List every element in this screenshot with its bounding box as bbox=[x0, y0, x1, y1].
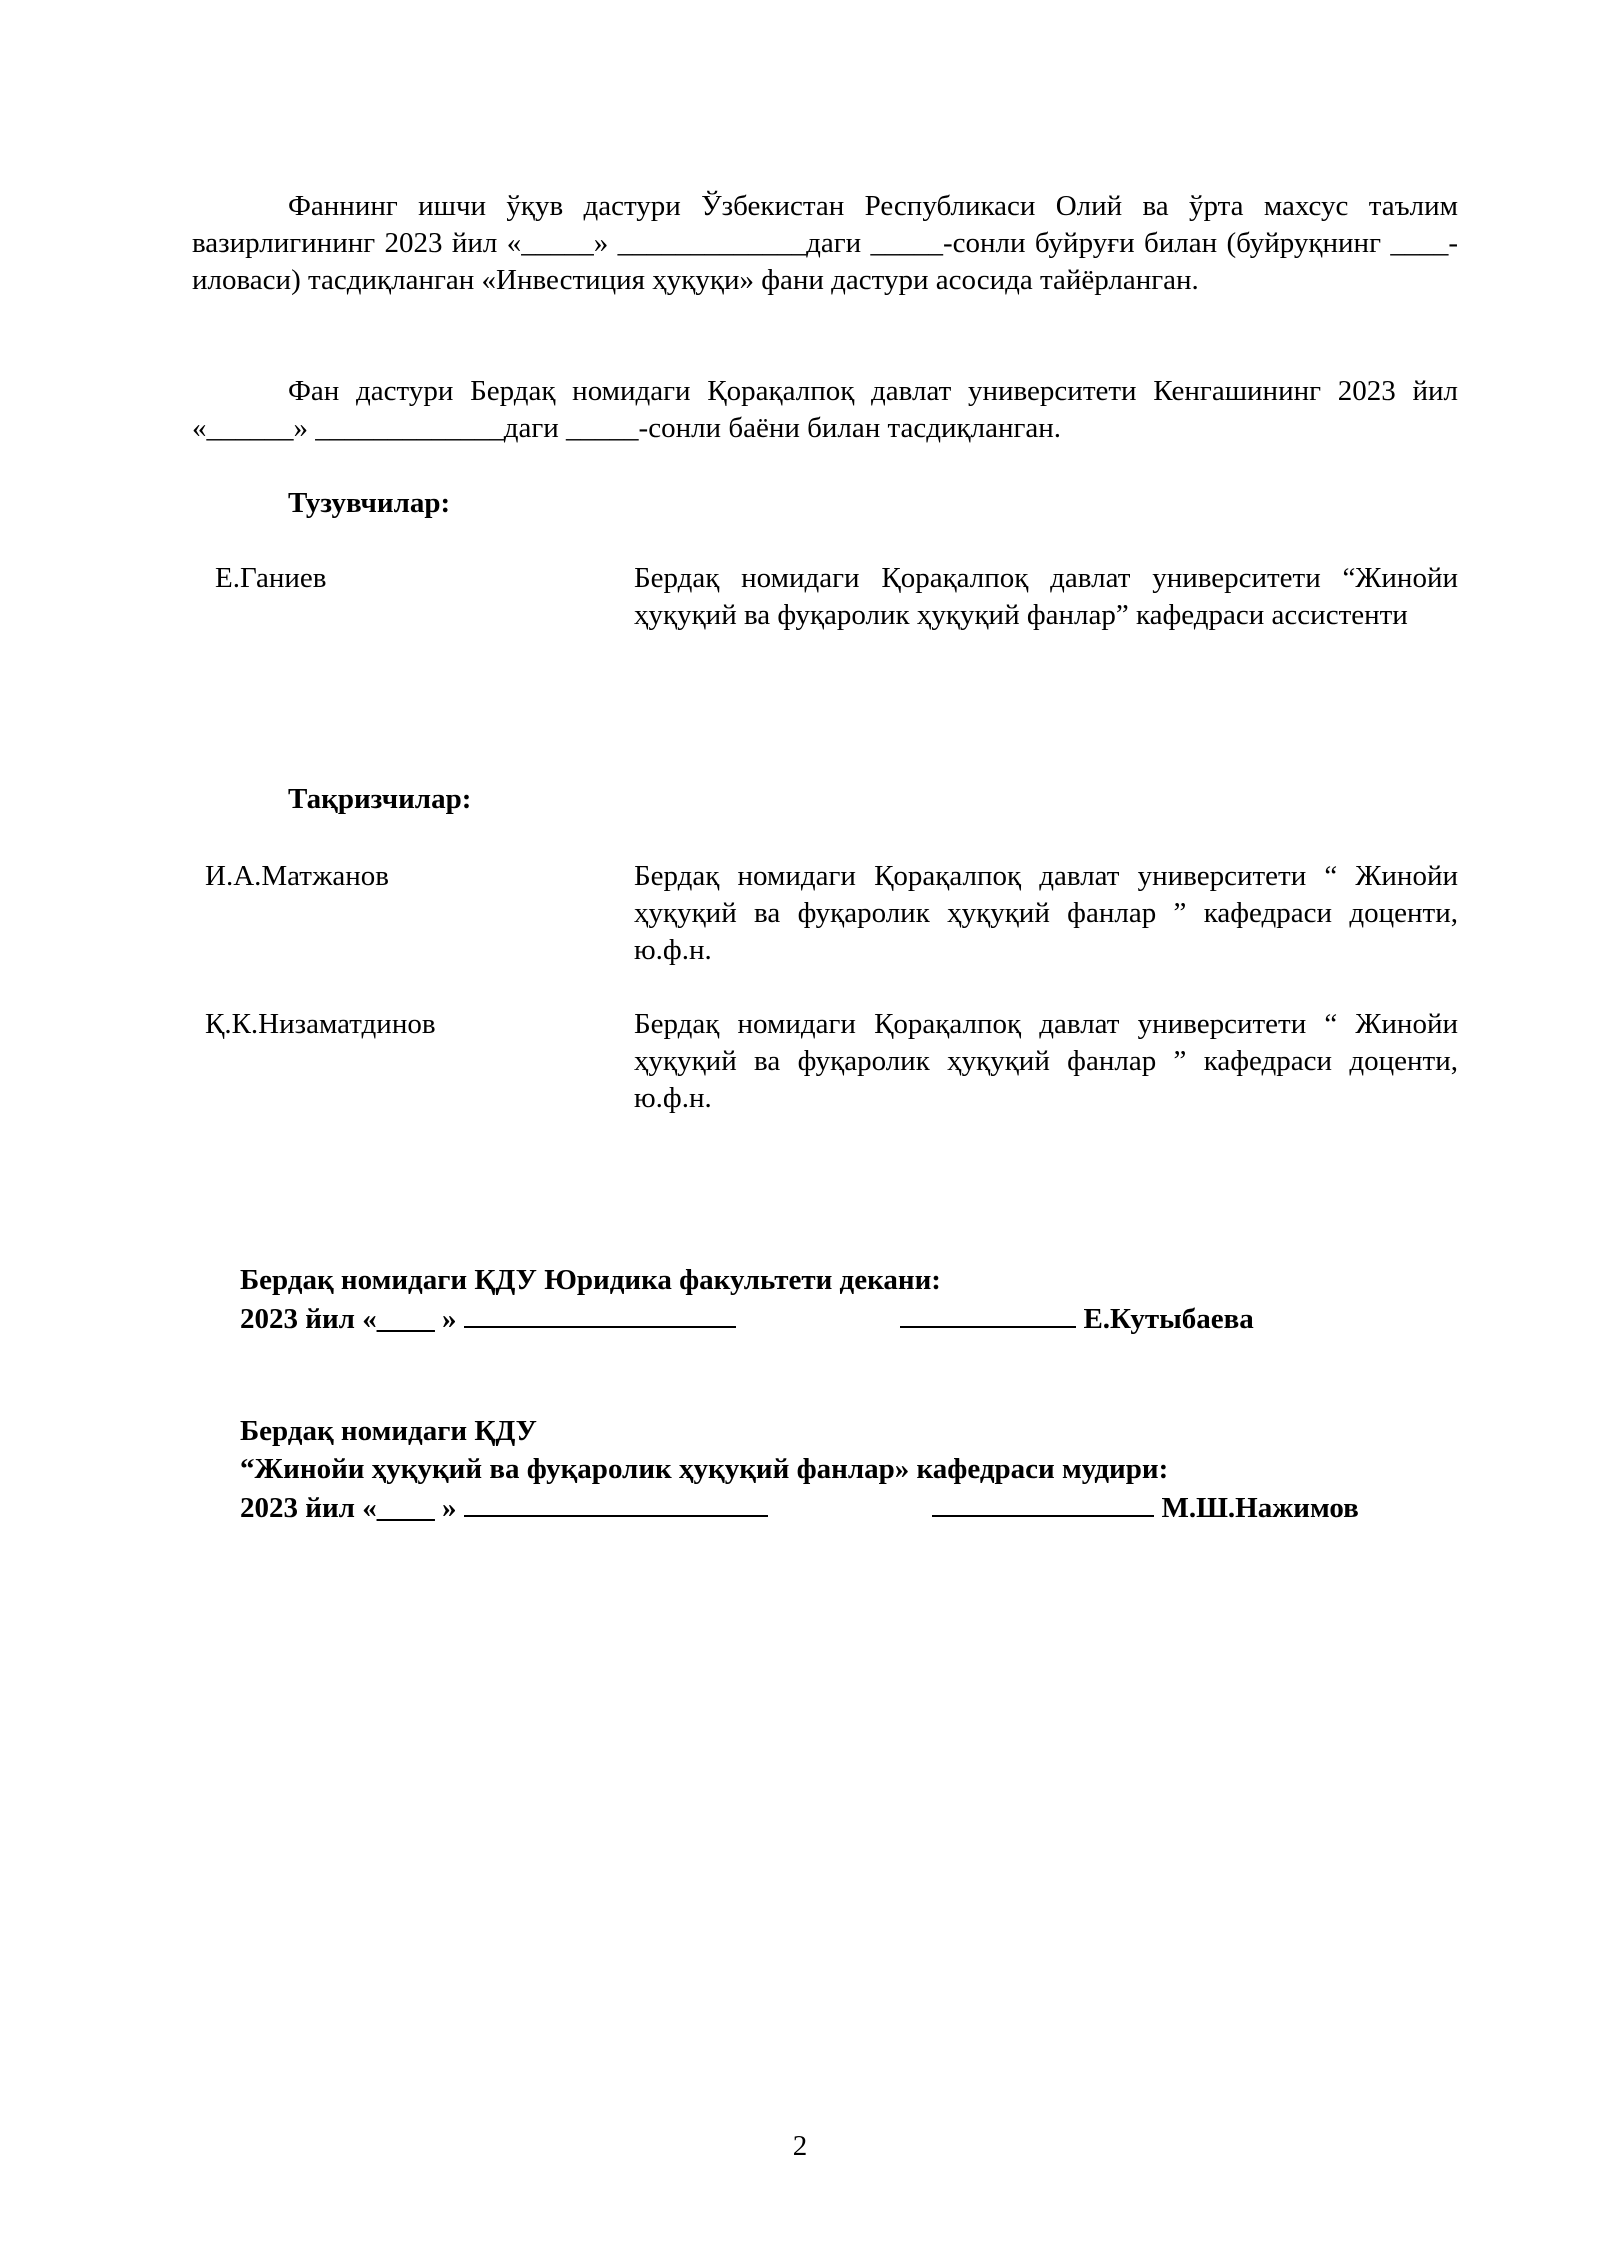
compiler-position: Бердақ номидаги Қорақалпоқ давлат университети “Жинойи ҳуқуқий ва фуқаролик ҳуқуқий фанлар” кафедраси ассистенти bbox=[634, 562, 1458, 631]
head-title-line2: “Жинойи ҳуқуқий ва фуқаролик ҳуқуқий фанлар» кафедраси мудири: bbox=[240, 1453, 1169, 1485]
head-signer: М.Ш.Нажимов bbox=[1161, 1492, 1359, 1524]
intro-paragraph-2: Фан дастури Бердақ номидаги Қорақалпоқ давлат университети Кенгашининг 2023 йил «______» _____________даги _____-сонли баёни билан тасдиқланган. bbox=[192, 375, 1458, 444]
head-date-blank bbox=[464, 1489, 768, 1517]
reviewer-position-1: Бердақ номидаги Қорақалпоқ давлат университети “ Жинойи ҳуқуқий ва фуқаролик ҳуқуқий фанлар ” кафедраси доценти, ю.ф.н. bbox=[634, 860, 1458, 966]
dean-signature-line bbox=[240, 1300, 1254, 1338]
intro-paragraph-1: Фаннинг ишчи ўқув дастури Ўзбекистан Республикаси Олий ва ўрта махсус таълим вазирлигининг 2023 йил «_____» _____________даги _____-сонли буйруғи билан (буйруқнинг ____-иловаси) тасдиқланган «Инвестиция ҳуқуқи» фани дастури асосида тайёрланган. bbox=[192, 190, 1458, 296]
dean-signature-blank bbox=[900, 1300, 1076, 1328]
compilers-heading: Тузувчилар: bbox=[288, 487, 451, 519]
compiler-name: Е.Ганиев bbox=[215, 562, 327, 594]
head-title-line1: Бердақ номидаги ҚДУ bbox=[240, 1415, 537, 1447]
dean-signer: Е.Кутыбаева bbox=[1083, 1303, 1254, 1335]
dean-date-blank bbox=[464, 1300, 736, 1328]
reviewer-position-2: Бердақ номидаги Қорақалпоқ давлат университети “ Жинойи ҳуқуқий ва фуқаролик ҳуқуқий фанлар ” кафедраси доценти, ю.ф.н. bbox=[634, 1008, 1458, 1114]
head-signature-line bbox=[240, 1489, 1359, 1527]
reviewer-name-2: Қ.К.Низаматдинов bbox=[205, 1008, 436, 1040]
head-date: 2023 йил «____ » bbox=[240, 1492, 457, 1524]
head-signature-blank bbox=[932, 1489, 1154, 1517]
page-number: 2 bbox=[792, 2130, 808, 2162]
reviewers-heading: Тақризчилар: bbox=[288, 783, 472, 815]
reviewer-name-1: И.А.Матжанов bbox=[205, 860, 389, 892]
dean-title: Бердақ номидаги ҚДУ Юридика факультети декани: bbox=[240, 1264, 941, 1296]
dean-date: 2023 йил «____ » bbox=[240, 1303, 457, 1335]
